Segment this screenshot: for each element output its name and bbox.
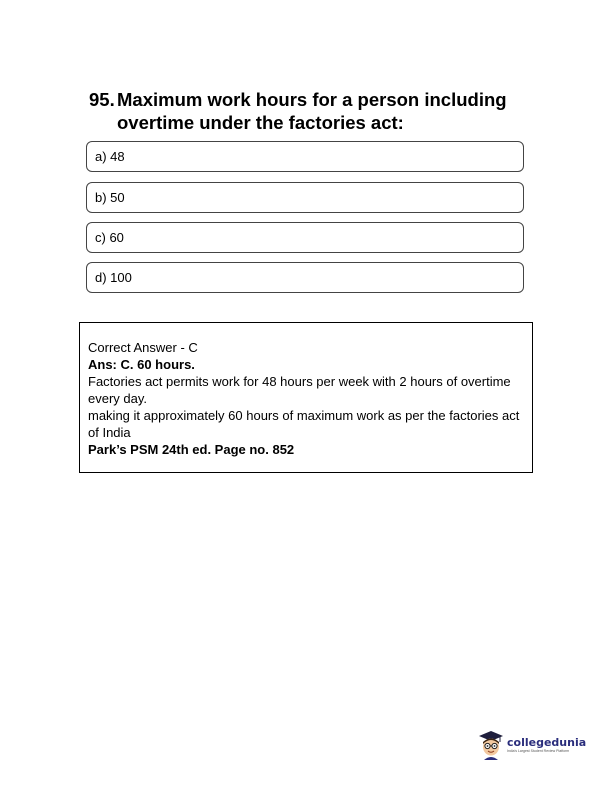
option-b[interactable]: b) 50 — [86, 182, 524, 213]
collegedunia-logo — [478, 727, 588, 763]
logo-name: collegedunia — [507, 736, 587, 749]
explanation-text-2: making it approximately 60 hours of maximum work as per the factories act of India — [88, 408, 520, 440]
question-title — [89, 88, 559, 134]
question-text: Maximum work hours for a person including overtime under the factories act: — [117, 89, 507, 133]
answer-box — [79, 322, 533, 473]
reference-text: Park’s PSM 24th ed. Page no. 852 — [88, 442, 295, 457]
option-a[interactable]: a) 48 — [86, 141, 524, 172]
question-number: 95. — [89, 89, 115, 110]
option-c[interactable]: c) 60 — [86, 222, 524, 253]
correct-answer-line: Correct Answer - C — [88, 340, 198, 355]
mascot-icon — [478, 730, 504, 760]
option-d[interactable]: d) 100 — [86, 262, 524, 293]
answer-line: Ans: C. 60 hours. — [88, 357, 195, 372]
logo-tagline: India's Largest Student Review Platform — [507, 749, 570, 753]
explanation-text-1: Factories act permits work for 48 hours per week with 2 hours of overtime every day. — [88, 374, 511, 406]
